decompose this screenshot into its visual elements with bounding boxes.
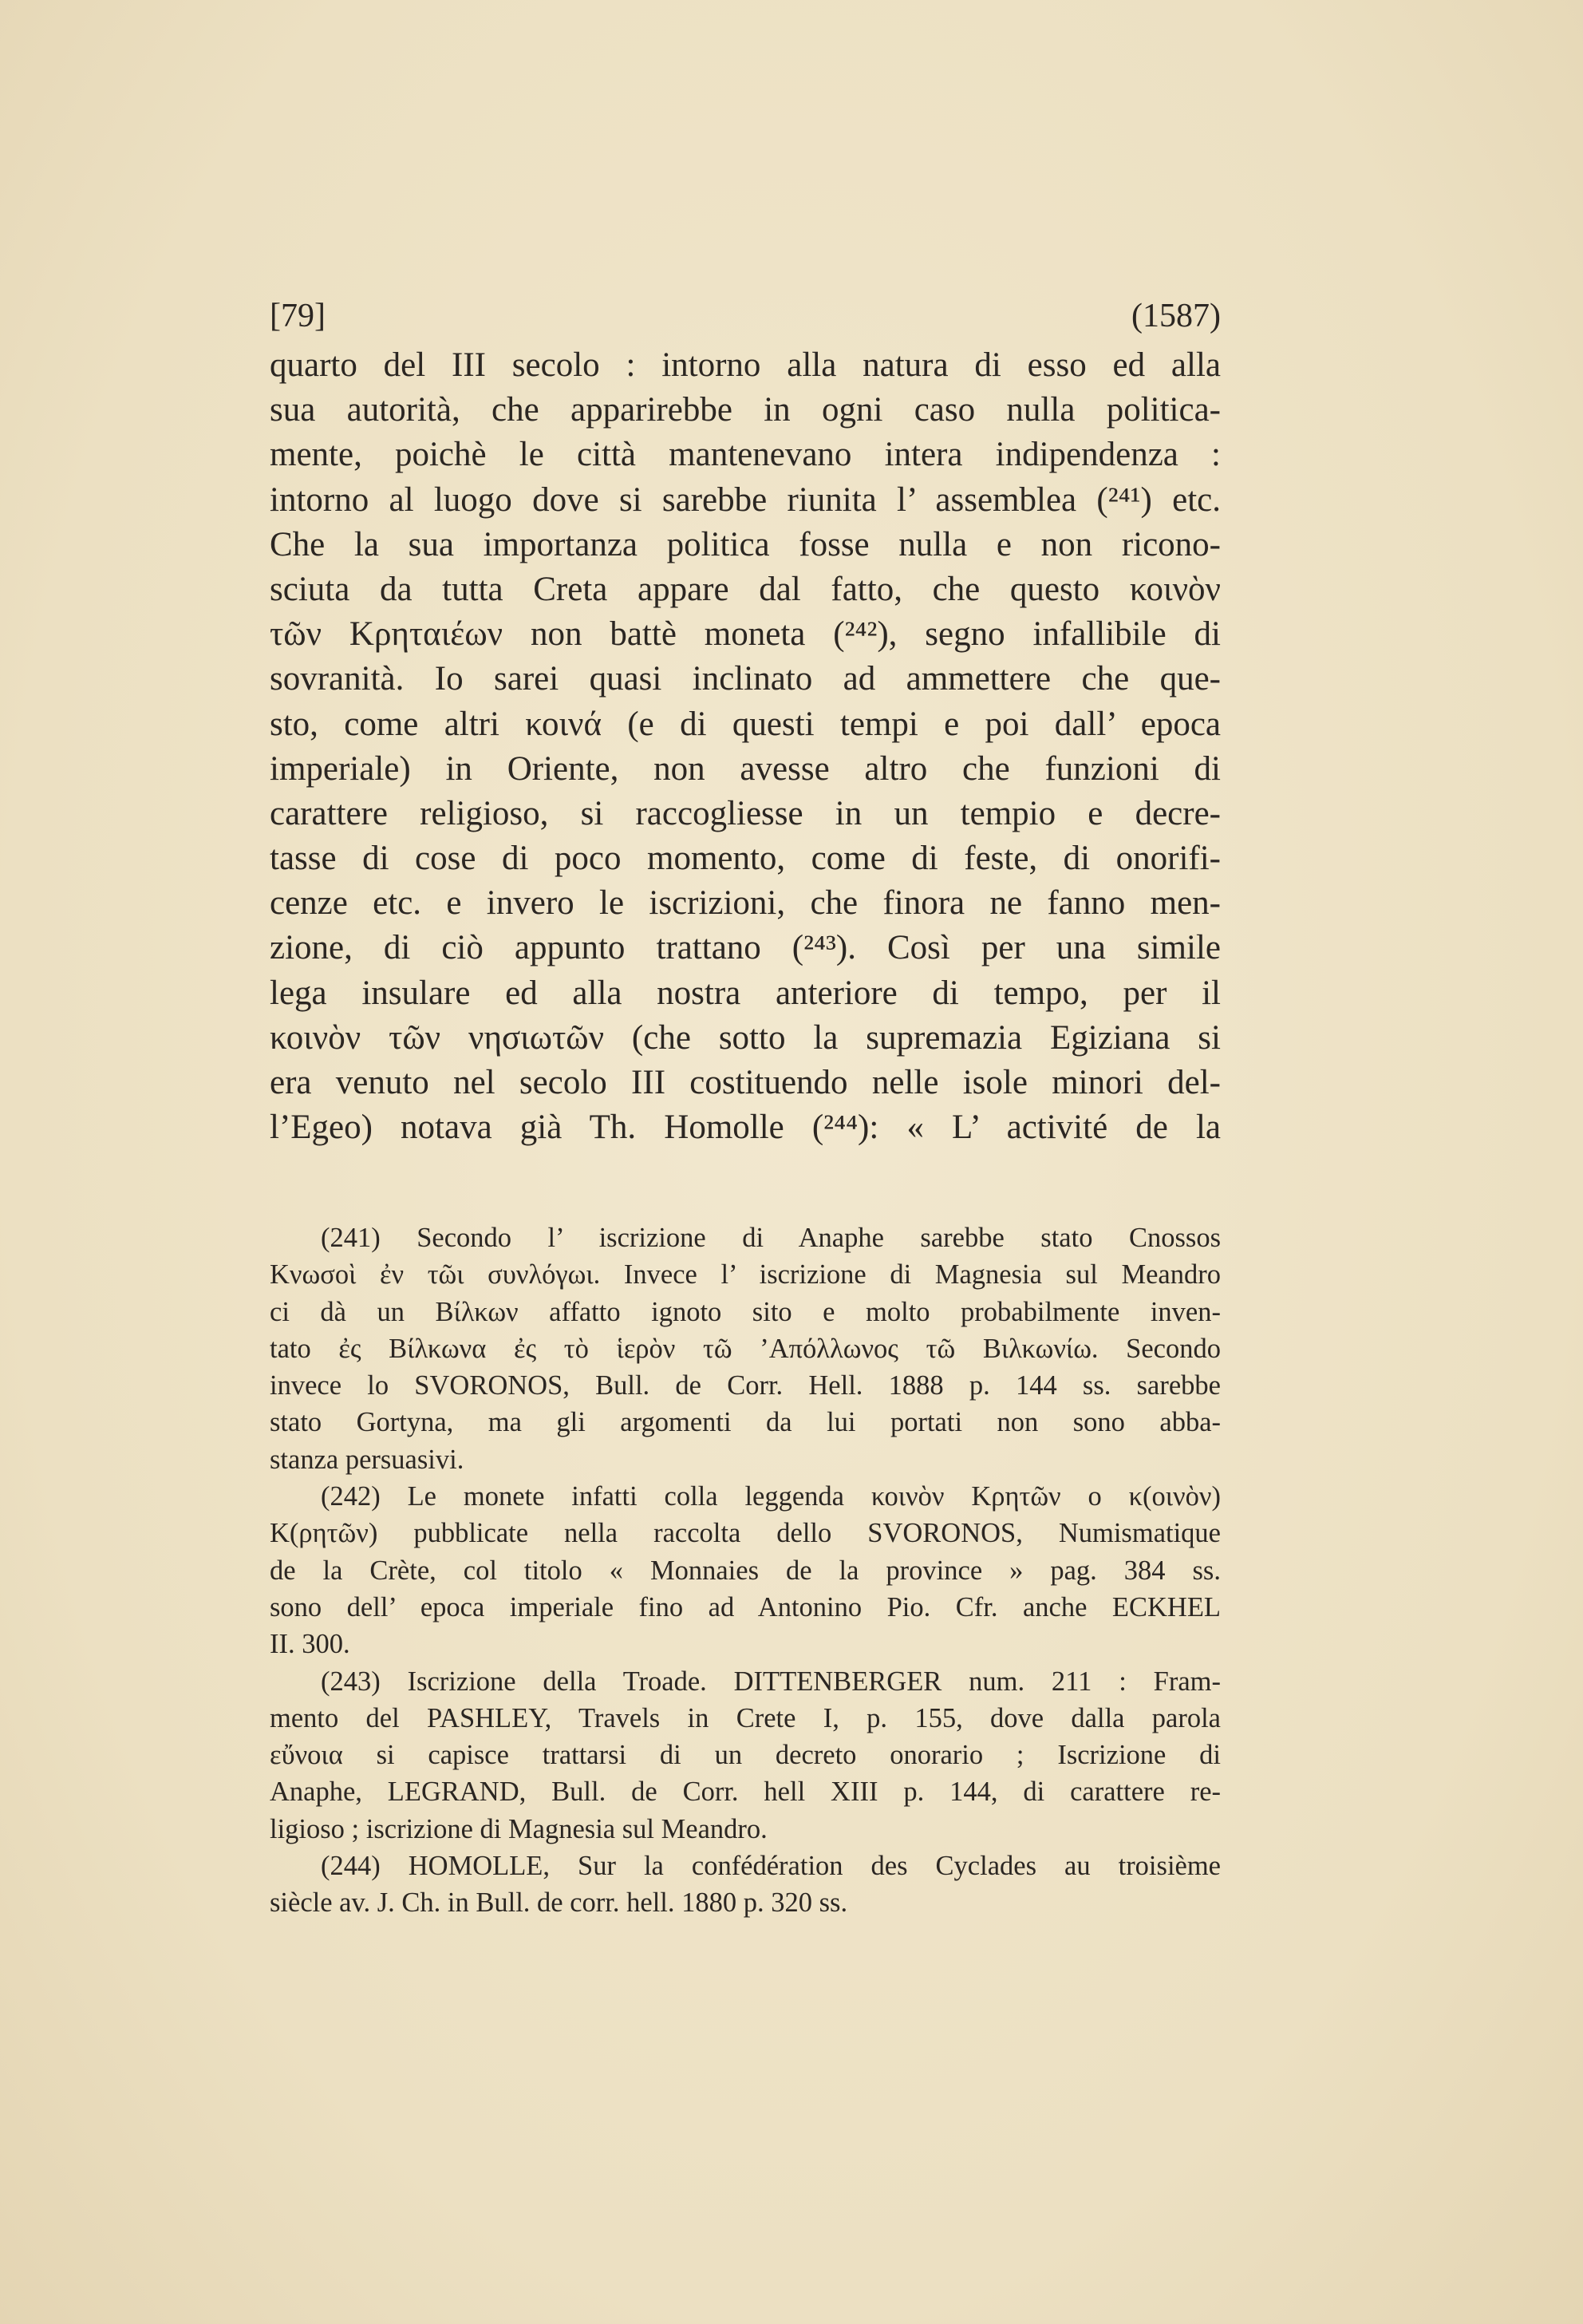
- footnote-line: Κ(ρητῶν) pubblicate nella raccolta dello SVORONOS, Numismatique: [270, 1518, 1221, 1549]
- text-line: sua autorità, che apparirebbe in ogni caso nulla politica-: [270, 391, 1221, 429]
- text-line: l’Egeo) notava già Th. Homolle (²⁴⁴): « L’ activité de la: [270, 1109, 1221, 1147]
- text-line: lega insulare ed alla nostra anteriore di tempo, per il: [270, 974, 1221, 1012]
- footnote-line: siècle av. J. Ch. in Bull. de corr. hell. 1880 p. 320 ss.: [270, 1887, 848, 1919]
- footnote-line: ci dà un Βίλκων affatto ignoto sito e molto probabilmente inven-: [270, 1296, 1221, 1327]
- footnote-241: (241) Secondo l’ iscrizione di Anaphe sarebbe stato Cnossos: [321, 1223, 1221, 1253]
- text-line: intorno al luogo dove si sarebbe riunita l’ assemblea (²⁴¹) etc.: [270, 480, 1221, 519]
- footnote-242: (242) Le monete infatti colla leggenda κοινὸν Κρητῶν o κ(οινὸν): [321, 1481, 1221, 1512]
- text-line: sovranità. Io sarei quasi inclinato ad ammettere che que-: [270, 660, 1221, 698]
- footnotes: [270, 1219, 1221, 1922]
- page-header: [270, 297, 1221, 335]
- page-number-right: (1587): [1131, 298, 1221, 334]
- footnote-243: (243) Iscrizione della Troade. DITTENBERGER num. 211 : Fram-: [321, 1666, 1221, 1697]
- footnote-line: tato ἐς Βίλκωνα ἐς τὸ ἱερὸν τῶ ’Απόλλωνος τῶ Βιλκωνίω. Secondo: [270, 1333, 1221, 1364]
- footnote-line: stato Gortyna, ma gli argomenti da lui portati non sono abba-: [270, 1407, 1221, 1438]
- text-line: carattere religioso, si raccogliesse in un tempio e decre-: [270, 794, 1221, 832]
- footnote-line: II. 300.: [270, 1629, 350, 1660]
- text-line: mente, poichè le città mantenevano intera indipendenza :: [270, 436, 1221, 474]
- text-line: quarto del III secolo : intorno alla natura di esso ed alla: [270, 346, 1221, 384]
- footnote-line: Anaphe, LEGRAND, Bull. de Corr. hell XIII p. 144, di carattere re-: [270, 1777, 1221, 1808]
- text-line: κοινὸν τῶν νησιωτῶν (che sotto la supremazia Egiziana si: [270, 1018, 1221, 1057]
- footnote-line: sono dell’ epoca imperiale fino ad Antonino Pio. Cfr. anche ECKHEL: [270, 1591, 1221, 1622]
- text-line: sciuta da tutta Creta appare dal fatto, che questo κοινὸν: [270, 570, 1221, 608]
- footnote-244: (244) HOMOLLE, Sur la confédération des Cyclades au troisième: [321, 1851, 1221, 1882]
- text-line: era venuto nel secolo III costituendo nelle isole minori del-: [270, 1064, 1221, 1101]
- text-line: cenze etc. e invero le iscrizioni, che finora ne fanno men-: [270, 884, 1221, 923]
- footnote-line: mento del PASHLEY, Travels in Crete I, p. 155, dove dalla parola: [270, 1702, 1221, 1733]
- footnote-line: Κνωσοὶ ἐν τῶι συνλόγωι. Invece l’ iscrizione di Magnesia sul Meandro: [270, 1259, 1221, 1290]
- text-line: τῶν Κρηταιέων non battè moneta (²⁴²), segno infallibile di: [270, 615, 1221, 654]
- text-line: imperiale) in Oriente, non avesse altro che funzioni di: [270, 749, 1221, 788]
- main-text: [270, 343, 1221, 1150]
- text-line: zione, di ciò appunto trattano (²⁴³). Così per una simile: [270, 929, 1221, 967]
- page-number-left: [79]: [270, 298, 326, 334]
- text-line: tasse di cose di poco momento, come di feste, di onorifi-: [270, 840, 1221, 878]
- footnote-line: invece lo SVORONOS, Bull. de Corr. Hell. 1888 p. 144 ss. sarebbe: [270, 1370, 1221, 1401]
- footnote-line: ligioso ; iscrizione di Magnesia sul Meandro.: [270, 1813, 768, 1844]
- footnote-line: stanza persuasivi.: [270, 1444, 464, 1475]
- footnote-line: de la Crète, col titolo « Monnaies de la province » pag. 384 ss.: [270, 1555, 1221, 1586]
- text-line: Che la sua importanza politica fosse nulla e non ricono-: [270, 525, 1221, 563]
- footnote-line: εὔνοια si capisce trattarsi di un decreto onorario ; Iscrizione di: [270, 1740, 1221, 1771]
- text-line: sto, come altri κοινά (e di questi tempi e poi dall’ epoca: [270, 705, 1221, 743]
